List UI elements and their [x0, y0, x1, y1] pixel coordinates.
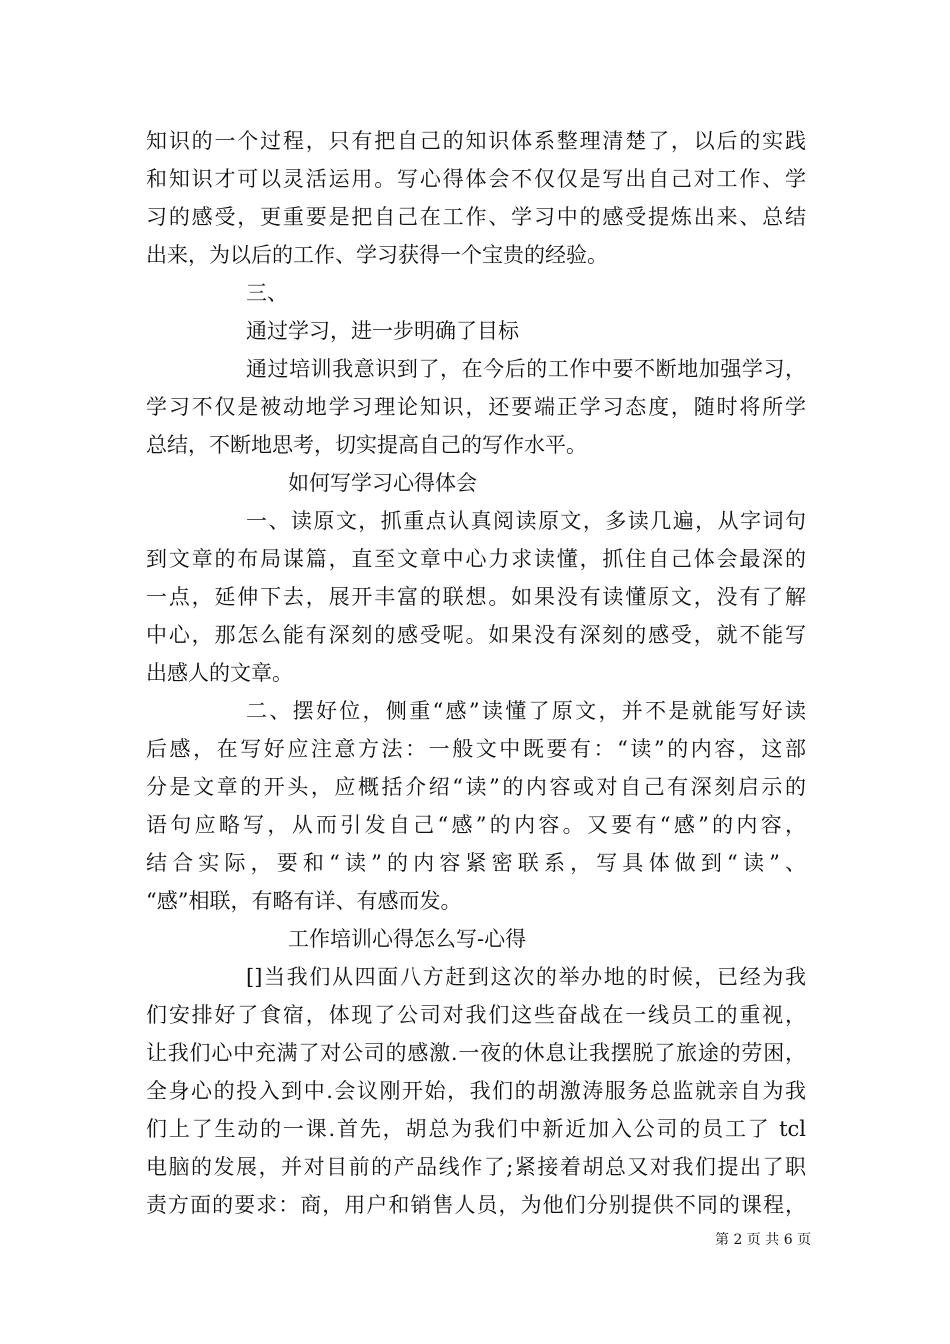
document-body	[146, 122, 806, 1224]
text-line: 和知识才可以灵活运用。写心得体会不仅仅是写出自己对工作、学	[146, 167, 806, 191]
text-line: 一点，延伸下去，展开丰富的联想。如果没有读懂原文，没有了解	[146, 585, 806, 609]
text-line: 电脑的发展，并对目前的产品线作了;紧接着胡总又对我们提出了职	[146, 1155, 806, 1179]
text-line: 后感，在写好应注意方法：一般文中既要有：“读”的内容，这部	[146, 737, 806, 761]
text-line: 出感人的文章。	[146, 661, 293, 685]
page-number: 第 2 页 共 6 页	[715, 1232, 812, 1248]
text-line: 三、	[246, 281, 288, 305]
text-line: 们安排好了食宿，体现了公司对我们这些奋战在一线员工的重视，	[146, 1003, 806, 1027]
text-line: 通过培训我意识到了，在今后的工作中要不断地加强学习，	[246, 357, 806, 381]
text-line: 让我们心中充满了对公司的感激.一夜的休息让我摆脱了旅途的劳困，	[146, 1041, 806, 1065]
text-line: 知识的一个过程，只有把自己的知识体系整理清楚了，以后的实践	[146, 129, 806, 153]
text-line: 出来，为以后的工作、学习获得一个宝贵的经验。	[146, 243, 608, 267]
text-line: 责方面的要求：商，用户和销售人员，为他们分别提供不同的课程，	[146, 1193, 806, 1217]
text-line: 学习不仅是被动地学习理论知识，还要端正学习态度，随时将所学	[146, 395, 806, 419]
text-line: 到文章的布局谋篇，直至文章中心力求读懂，抓住自己体会最深的	[146, 547, 806, 571]
text-line: “感”相联，有略有详、有感而发。	[146, 889, 462, 913]
text-line: 全身心的投入到中.会议刚开始，我们的胡激涛服务总监就亲自为我	[146, 1079, 806, 1103]
text-line: 分是文章的开头，应概括介绍“读”的内容或对自己有深刻启示的	[146, 775, 806, 799]
text-line: 工作培训心得怎么写-心得	[288, 927, 527, 951]
text-line: 中心，那怎么能有深刻的感受呢。如果没有深刻的感受，就不能写	[146, 623, 806, 647]
text-line: []当我们从四面八方赶到这次的举办地的时候，已经为我	[246, 965, 806, 989]
text-line: 语句应略写，从而引发自己“感”的内容。又要有“感”的内容，	[146, 813, 806, 837]
text-line: 一、读原文，抓重点认真阅读原文，多读几遍，从字词句	[246, 509, 806, 533]
text-line: 如何写学习心得体会	[288, 471, 477, 495]
text-line: 总结，不断地思考，切实提高自己的写作水平。	[146, 433, 587, 457]
text-line: 结合实际，要和“读”的内容紧密联系，写具体做到“读”、	[146, 851, 806, 875]
text-line: 通过学习，进一步明确了目标	[246, 319, 519, 343]
text-line: 们上了生动的一课.首先，胡总为我们中新近加入公司的员工了 tcl	[146, 1117, 806, 1141]
text-line: 习的感受，更重要是把自己在工作、学习中的感受提炼出来、总结	[146, 205, 806, 229]
text-line: 二、摆好位，侧重“感”读懂了原文，并不是就能写好读	[246, 699, 806, 723]
